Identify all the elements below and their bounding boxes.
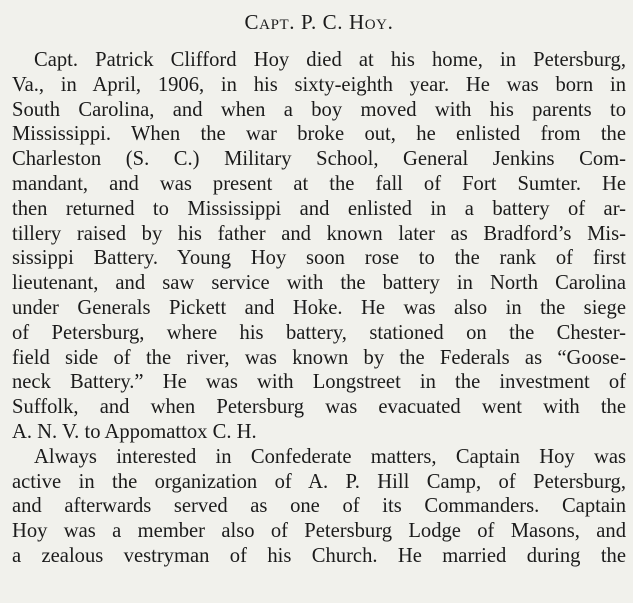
text-line: lieutenant, and saw service with the battery in North Carolina xyxy=(12,272,626,295)
text-line: neck Battery.” He was with Longstreet in the investment of xyxy=(12,371,626,394)
text-line: A. N. V. to Appomattox C. H. xyxy=(12,420,257,443)
paragraph-1 xyxy=(12,48,626,445)
text-line: Va., in April, 1906, in his sixty-eighth year. He was born in xyxy=(12,73,626,96)
text-line: and afterwards served as one of its Commanders. Captain xyxy=(12,495,626,518)
article-title: Capt. P. C. Hoy. xyxy=(244,10,394,34)
paragraph-2 xyxy=(12,445,626,569)
text-line: Capt. Patrick Clifford Hoy died at his home, in Petersburg, xyxy=(34,49,626,71)
text-line: Always interested in Confederate matters, Captain Hoy was xyxy=(34,445,626,468)
text-line: Hoy was a member also of Petersburg Lodge of Masons, and xyxy=(12,520,626,543)
text-line: Mississippi. When the war broke out, he enlisted from the xyxy=(12,123,626,146)
text-line: field side of the river, was known by the Federals as “Goose- xyxy=(12,346,626,369)
text-line: Charleston (S. C.) Military School, General Jenkins Com- xyxy=(12,148,626,171)
document-page xyxy=(12,8,626,569)
text-line: tillery raised by his father and known later as Bradford’s Mis- xyxy=(12,222,626,245)
text-line: then returned to Mississippi and enlisted in a battery of ar- xyxy=(12,197,626,220)
text-line: Suffolk, and when Petersburg was evacuated went with the xyxy=(12,396,626,419)
text-line: mandant, and was present at the fall of Fort Sumter. He xyxy=(12,172,626,195)
text-line: of Petersburg, where his battery, stationed on the Chester- xyxy=(12,321,626,344)
text-line: South Carolina, and when a boy moved with his parents to xyxy=(12,98,626,121)
text-line: under Generals Pickett and Hoke. He was also in the siege xyxy=(12,296,626,319)
text-line: active in the organization of A. P. Hill Camp, of Petersburg, xyxy=(12,470,626,493)
text-line: a zealous vestryman of his Church. He married during the xyxy=(12,544,626,567)
text-line: sissippi Battery. Young Hoy soon rose to the rank of first xyxy=(12,247,626,270)
